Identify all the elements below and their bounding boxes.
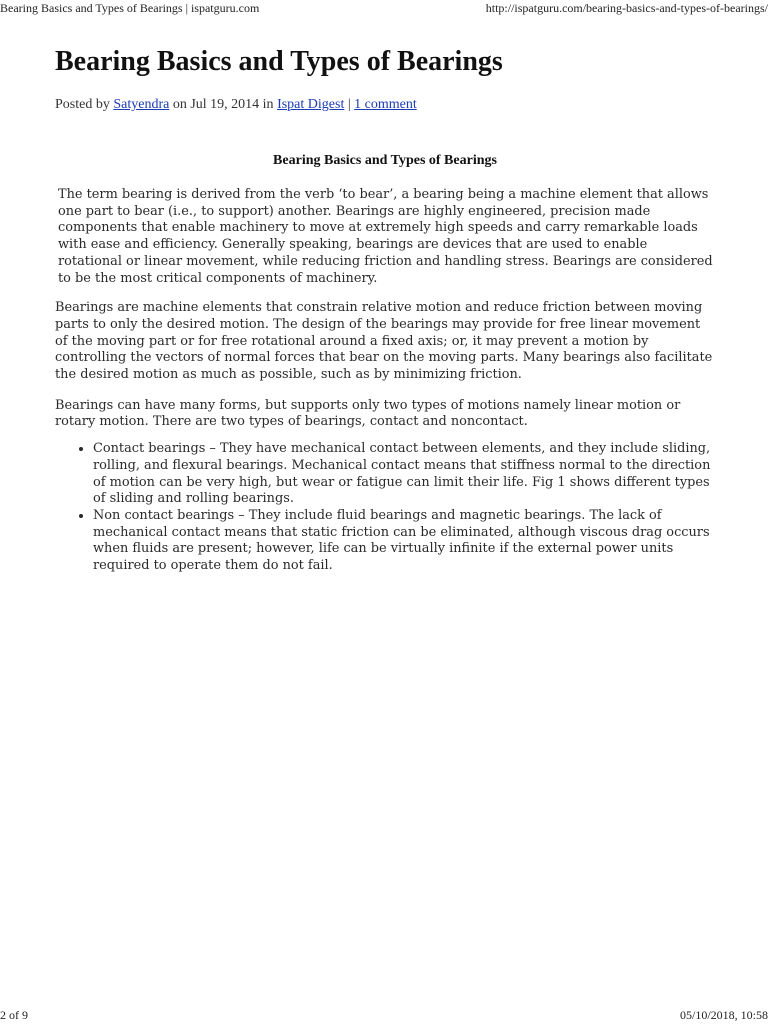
posted-by-label: Posted by xyxy=(55,97,110,112)
print-url: http://ispatguru.com/bearing-basics-and-types-of-bearings/ xyxy=(485,1,768,15)
print-header xyxy=(0,1,768,17)
on-label: on xyxy=(172,97,187,112)
page-count: 2 of 9 xyxy=(0,1008,28,1022)
print-footer xyxy=(0,1008,768,1024)
paragraph: Bearings are machine elements that constrain relative motion and reduce friction between moving parts to only the desired motion. The design of the bearings may provide for free linear movement of the moving part or for free rotational around a fixed axis; or, it may prevent a motion by controlling the vectors of normal forces that bear on the moving parts. Many bearings also facilitate the desired motion as much as possible, such as by minimizing friction. xyxy=(55,300,713,383)
paragraph: Bearings can have many forms, but supports only two types of motions namely linear motion or rotary motion. There are two types of bearings, contact and noncontact. xyxy=(55,397,681,430)
paragraph: The term bearing is derived from the verb ‘to bear’, a bearing being a machine element that allows one part to bear (i.e., to support) another. Bearings are highly engineered, precision made components that enable machinery to move at extremely high speeds and carry remarkable loads with ease and efficiency. Generally speaking, bearings are devices that are used to enable rotational or linear movement, while reducing friction and handling stress. Bearings are considered to be the most critical components of machinery. xyxy=(58,187,713,286)
comments-link[interactable]: 1 comment xyxy=(354,97,417,112)
print-datetime: 05/10/2018, 10:58 xyxy=(679,1008,768,1022)
in-label: in xyxy=(262,97,274,112)
category-link[interactable]: Ispat Digest xyxy=(277,97,345,112)
list-item: • Non contact bearings – They include fluid bearings and magnetic bearings. The lack of mechanical contact means that static friction can be eliminated, although viscous drag occurs when fluids are present; however, life can be virtually infinite if the external power units required to operate them do not fail. xyxy=(93,508,715,575)
post-date: Jul 19, 2014 xyxy=(190,97,260,112)
article xyxy=(55,44,715,575)
section-heading: Bearing Basics and Types of Bearings xyxy=(273,153,497,168)
byline xyxy=(55,96,715,114)
byline-separator: | xyxy=(347,97,351,112)
list-item: • Contact bearings – They have mechanical contact between elements, and they include sliding, rolling, and flexural bearings. Mechanical contact means that stiffness normal to the direction of motion can be very high, but wear or fatigue can limit their life. Fig 1 shows different types of sliding and rolling bearings. xyxy=(93,441,715,508)
print-page-title: Bearing Basics and Types of Bearings | ispatguru.com xyxy=(0,1,260,15)
bearing-types-list xyxy=(55,441,715,575)
author-link[interactable]: Satyendra xyxy=(113,97,170,112)
page-title: Bearing Basics and Types of Bearings xyxy=(55,46,503,77)
